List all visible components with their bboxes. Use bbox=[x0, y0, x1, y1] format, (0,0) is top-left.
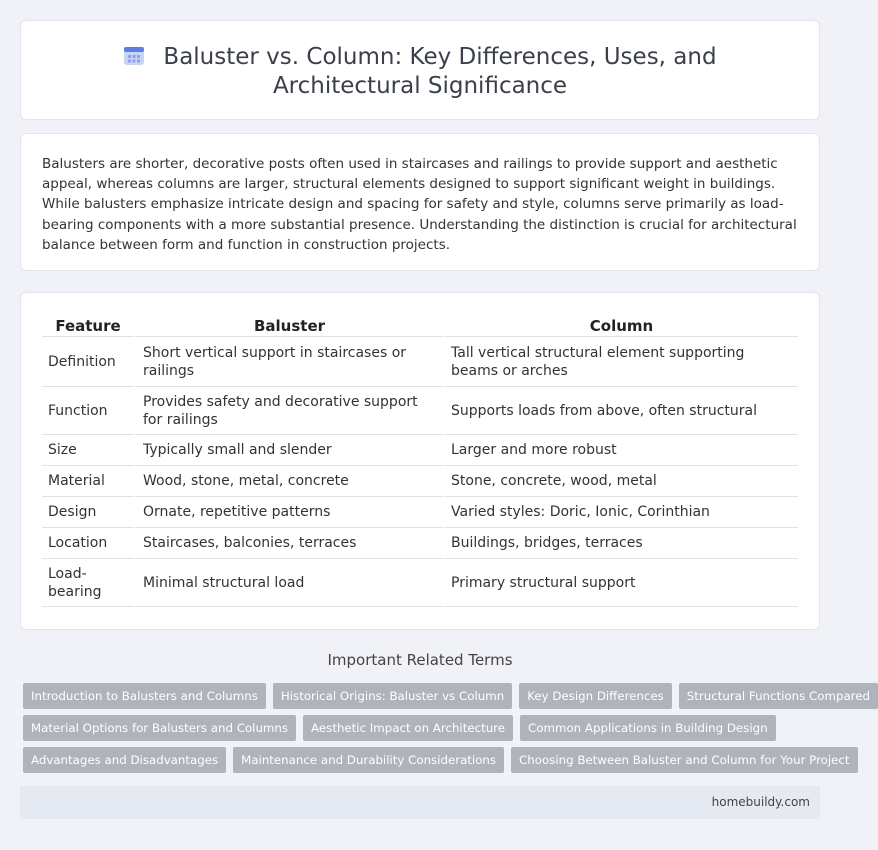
related-term-link[interactable]: Structural Functions Compared bbox=[679, 683, 878, 709]
tag-row bbox=[23, 747, 850, 773]
intro-paragraph: Balusters are shorter, decorative posts often used in staircases and railings to provide support and aesthetic appeal, whereas columns are larger, structural elements designed to support significant weight in buildings. While balusters emphasize intricate design and spacing for safety and style, columns serve primarily as load-bearing components with a more substantial presence. Understanding the distinction is crucial for architectural balance between form and function in construction projects. bbox=[42, 156, 797, 253]
related-term-link[interactable]: Aesthetic Impact on Architecture bbox=[303, 715, 513, 741]
feature-cell: Load-bearing bbox=[42, 559, 134, 607]
calendar-icon bbox=[123, 44, 145, 66]
table-row bbox=[42, 387, 798, 435]
header-baluster: Baluster bbox=[134, 315, 442, 337]
table-row bbox=[42, 435, 798, 466]
related-term-link[interactable]: Choosing Between Baluster and Column for Your Project bbox=[511, 747, 858, 773]
comparison-table bbox=[42, 315, 798, 607]
page-title bbox=[61, 43, 779, 101]
column-cell: Buildings, bridges, terraces bbox=[442, 528, 798, 559]
related-terms-heading: Important Related Terms bbox=[327, 651, 513, 669]
related-term-link[interactable]: Key Design Differences bbox=[519, 683, 672, 709]
column-cell: Supports loads from above, often structural bbox=[442, 387, 798, 435]
footer-site-name[interactable]: homebuildy.com bbox=[711, 795, 810, 809]
table-row bbox=[42, 466, 798, 497]
feature-cell: Definition bbox=[42, 337, 134, 387]
feature-cell: Material bbox=[42, 466, 134, 497]
comparison-card bbox=[20, 292, 820, 630]
column-cell: Varied styles: Doric, Ionic, Corinthian bbox=[442, 497, 798, 528]
related-term-link[interactable]: Advantages and Disadvantages bbox=[23, 747, 226, 773]
related-terms-list bbox=[23, 683, 871, 779]
baluster-cell: Short vertical support in staircases or railings bbox=[134, 337, 442, 387]
baluster-cell: Typically small and slender bbox=[134, 435, 442, 466]
feature-cell: Design bbox=[42, 497, 134, 528]
intro-card bbox=[20, 133, 820, 271]
baluster-cell: Ornate, repetitive patterns bbox=[134, 497, 442, 528]
related-term-link[interactable]: Historical Origins: Baluster vs Column bbox=[273, 683, 512, 709]
tag-row bbox=[23, 715, 823, 741]
related-term-link[interactable]: Maintenance and Durability Considerations bbox=[233, 747, 504, 773]
feature-cell: Size bbox=[42, 435, 134, 466]
baluster-cell: Wood, stone, metal, concrete bbox=[134, 466, 442, 497]
column-cell: Larger and more robust bbox=[442, 435, 798, 466]
tag-row bbox=[23, 683, 871, 709]
related-term-link[interactable]: Material Options for Balusters and Columns bbox=[23, 715, 296, 741]
table-row bbox=[42, 528, 798, 559]
related-term-link[interactable]: Common Applications in Building Design bbox=[520, 715, 776, 741]
table-row bbox=[42, 337, 798, 387]
footer bbox=[20, 786, 820, 819]
table-row bbox=[42, 559, 798, 607]
header-column: Column bbox=[442, 315, 798, 337]
column-cell: Stone, concrete, wood, metal bbox=[442, 466, 798, 497]
baluster-cell: Staircases, balconies, terraces bbox=[134, 528, 442, 559]
title-card bbox=[20, 20, 820, 120]
header-feature: Feature bbox=[42, 315, 134, 337]
page-title-text: Baluster vs. Column: Key Differences, Uses, and Architectural Significance bbox=[163, 44, 717, 99]
baluster-cell: Minimal structural load bbox=[134, 559, 442, 607]
baluster-cell: Provides safety and decorative support for railings bbox=[134, 387, 442, 435]
feature-cell: Function bbox=[42, 387, 134, 435]
column-cell: Tall vertical structural element supporting beams or arches bbox=[442, 337, 798, 387]
table-row bbox=[42, 497, 798, 528]
feature-cell: Location bbox=[42, 528, 134, 559]
column-cell: Primary structural support bbox=[442, 559, 798, 607]
related-term-link[interactable]: Introduction to Balusters and Columns bbox=[23, 683, 266, 709]
table-header-row bbox=[42, 315, 798, 337]
